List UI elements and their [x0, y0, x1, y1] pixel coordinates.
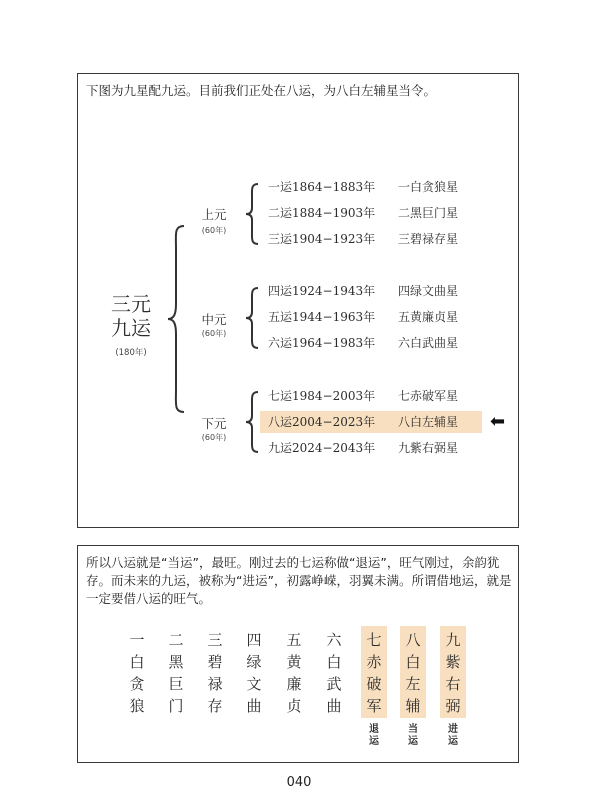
intro-text: 下图为九星配九运。目前我们正处在八运，为八白左辅星当令。	[86, 83, 437, 98]
star-char: 存	[207, 697, 223, 715]
star-char: 曲	[246, 697, 262, 715]
status-char: 退	[369, 724, 379, 735]
period-row	[268, 228, 488, 250]
period-row-current	[260, 411, 482, 433]
star-status-label	[361, 724, 387, 748]
star-char: 三	[207, 631, 223, 649]
star-column	[163, 629, 189, 717]
period-years: 五运1944−1963年	[268, 310, 376, 324]
group-label-middle: 中元	[201, 312, 227, 327]
period-years: 二运1884−1903年	[268, 206, 376, 220]
group-brace-lower	[244, 390, 260, 454]
star-char: 七	[366, 631, 382, 649]
period-star: 四绿文曲星	[398, 284, 459, 298]
star-char: 门	[168, 697, 184, 715]
star-char: 赤	[366, 653, 382, 671]
star-char: 弼	[445, 697, 461, 715]
period-years: 三运1904−1923年	[268, 232, 376, 246]
period-years: 一运1864−1883年	[268, 180, 376, 194]
star-column	[361, 626, 387, 718]
period-star: 二黑巨门星	[398, 206, 459, 220]
period-star: 七赤破军星	[398, 389, 459, 403]
main-subtitle: (180年)	[115, 348, 147, 358]
main-title-line2: 九运	[111, 316, 151, 340]
period-star: 八白左辅星	[398, 415, 459, 429]
star-column	[440, 626, 466, 718]
group-label-lower: 下元	[201, 416, 227, 431]
star-char: 白	[129, 653, 145, 671]
star-char: 黄	[286, 653, 302, 671]
group-sub-middle: (60年)	[201, 329, 227, 338]
page-number: 040	[286, 775, 312, 790]
explanation-panel	[77, 545, 519, 763]
star-char: 五	[286, 631, 302, 649]
main-title-line1: 三元	[111, 292, 151, 316]
explanation-paragraph: 所以八运就是“当运”，最旺。刚过去的七运称做“退运”，旺气刚过，余韵犹存。而未来的九运，被称为“进运”，初露峥嵘，羽翼未满。所谓借地运，就是一定要借八运的旺气。	[86, 555, 512, 606]
status-char: 进	[448, 724, 458, 735]
period-row	[268, 332, 488, 354]
star-char: 九	[445, 631, 461, 649]
star-char: 军	[366, 697, 382, 715]
group-brace-middle	[244, 286, 260, 350]
star-column	[321, 629, 347, 717]
group-sub-lower: (60年)	[201, 433, 227, 442]
star-char: 四	[246, 631, 262, 649]
star-char: 贪	[129, 675, 145, 693]
status-char: 当	[408, 724, 418, 735]
period-row	[268, 202, 488, 224]
period-star: 五黄廉贞星	[398, 310, 459, 324]
group-label-upper: 上元	[201, 207, 227, 222]
star-char: 武	[326, 675, 342, 693]
period-years: 七运1984−2003年	[268, 389, 376, 403]
main-title	[101, 292, 161, 340]
group-sub-upper: (60年)	[201, 226, 227, 235]
star-char: 碧	[207, 653, 223, 671]
star-char: 狼	[129, 697, 145, 715]
star-char: 破	[366, 675, 382, 693]
star-char: 绿	[246, 653, 262, 671]
current-period-arrow-icon: ⬅	[490, 411, 506, 432]
period-star: 九紫右弼星	[398, 441, 459, 455]
star-char: 白	[405, 653, 421, 671]
period-row	[268, 280, 488, 302]
period-years: 六运1964−1983年	[268, 336, 376, 350]
period-star: 一白贪狼星	[398, 180, 459, 194]
group-brace-upper	[244, 182, 260, 246]
star-char: 六	[326, 631, 342, 649]
star-char: 一	[129, 631, 145, 649]
star-char: 右	[445, 675, 461, 693]
period-years: 八运2004−2023年	[268, 415, 376, 429]
period-years: 九运2024−2043年	[268, 441, 376, 455]
status-char: 运	[408, 736, 418, 747]
star-char: 贞	[286, 697, 302, 715]
star-char: 巨	[168, 675, 184, 693]
star-status-label	[400, 724, 426, 748]
star-column	[124, 629, 150, 717]
period-row	[268, 306, 488, 328]
star-char: 禄	[207, 675, 223, 693]
star-char: 曲	[326, 697, 342, 715]
period-row	[268, 176, 488, 198]
main-brace	[166, 224, 186, 414]
star-column	[241, 629, 267, 717]
star-char: 白	[326, 653, 342, 671]
star-char: 文	[246, 675, 262, 693]
star-char: 黑	[168, 653, 184, 671]
period-star: 六白武曲星	[398, 336, 459, 350]
star-column	[202, 629, 228, 717]
nine-stars-diagram-panel	[77, 73, 519, 528]
star-status-label	[440, 724, 466, 748]
star-char: 左	[405, 675, 421, 693]
period-row	[268, 385, 488, 407]
status-char: 运	[448, 736, 458, 747]
star-column	[400, 626, 426, 718]
star-column	[281, 629, 307, 717]
period-star: 三碧禄存星	[398, 232, 459, 246]
star-char: 辅	[405, 697, 421, 715]
star-char: 二	[168, 631, 184, 649]
star-char: 廉	[286, 675, 302, 693]
period-years: 四运1924−1943年	[268, 284, 376, 298]
star-char: 紫	[445, 653, 461, 671]
period-row	[268, 437, 488, 459]
star-char: 八	[405, 631, 421, 649]
status-char: 运	[369, 736, 379, 747]
